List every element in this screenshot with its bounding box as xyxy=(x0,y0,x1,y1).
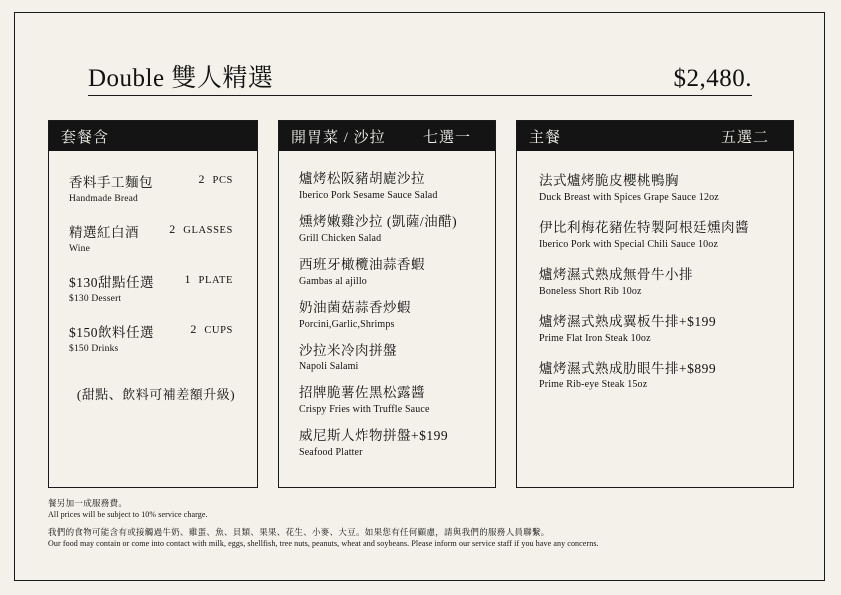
footnotes xyxy=(48,497,748,555)
set-item-list xyxy=(49,151,257,403)
set-item-qty-number: 2 xyxy=(190,322,197,336)
list-item xyxy=(69,221,243,254)
set-item-name-en: Wine xyxy=(69,244,90,254)
dish-name-en: Crispy Fries with Truffle Sauce xyxy=(299,404,430,416)
dish-name-en: Iberico Pork with Special Chili Sauce 10oz xyxy=(539,238,719,250)
dish-name-zh: 西班牙橄欖油蒜香蝦 xyxy=(299,256,425,272)
set-item-qty xyxy=(185,272,234,287)
dish-name-zh: 燻烤嫩雞沙拉 (凱薩/油醋) xyxy=(299,213,458,229)
set-item-qty xyxy=(190,322,233,337)
list-item xyxy=(539,220,779,250)
section-header-set xyxy=(49,121,257,151)
main-item-list xyxy=(517,151,793,390)
list-item xyxy=(299,343,481,373)
list-item xyxy=(299,257,481,287)
set-item-qty-unit: CUPS xyxy=(204,325,233,336)
set-item-name-zh: 精選紅白酒 xyxy=(69,225,139,240)
footnote-allergen-zh: 我們的食物可能含有或接觸過牛奶、雞蛋、魚、貝類、果果、花生、小麥、大豆。如果您有任何顧慮，請與我們的服務人員聯繫。 xyxy=(48,527,550,537)
list-item xyxy=(299,214,481,244)
list-item xyxy=(69,321,243,354)
section-header-appetizer xyxy=(279,121,495,151)
section-main-course xyxy=(516,120,794,488)
dish-name-zh: 爐烤松阪豬胡廘沙拉 xyxy=(299,171,425,186)
set-item-qty-number: 2 xyxy=(169,222,176,236)
list-item xyxy=(299,428,481,458)
dish-name-en: Gambas al ajillo xyxy=(299,275,367,287)
section-header-main xyxy=(517,121,793,151)
set-item-name-zh: $150飲料任選 xyxy=(69,325,154,340)
footnote-service-charge-zh: 餐另加一成服務費。 xyxy=(48,498,128,508)
list-item xyxy=(299,300,481,330)
dish-name-en: Seafood Platter xyxy=(299,447,363,459)
dish-name-en: Grill Chicken Salad xyxy=(299,232,382,244)
dish-name-en: Napoli Salami xyxy=(299,361,359,373)
list-item xyxy=(299,171,481,201)
section-set-includes xyxy=(48,120,258,488)
set-item-name-en: $130 Dessert xyxy=(69,294,122,304)
footnote-allergen-en: Our food may contain or come into contact with milk, eggs, shellfish, tree nuts, peanuts, wheat and soybeans. Please inform our service staff if you have any concerns. xyxy=(48,539,599,548)
list-item xyxy=(539,173,779,203)
set-item-qty-unit: GLASSES xyxy=(183,225,233,236)
dish-name-en: Boneless Short Rib 10oz xyxy=(539,285,642,297)
set-upgrade-note: (甜點、飲料可補差額升級) xyxy=(76,387,236,402)
set-item-name-en: Handmade Bread xyxy=(69,194,139,204)
set-item-qty-unit: PCS xyxy=(212,175,233,186)
set-item-name-zh: $130甜點任選 xyxy=(69,275,154,290)
dish-name-zh: 爐烤濕式熟成肋眼牛排+$899 xyxy=(539,360,717,376)
set-item-qty-unit: PLATE xyxy=(198,275,233,286)
set-item-qty xyxy=(199,172,233,187)
menu-columns xyxy=(48,120,794,488)
dish-name-en: Prime Flat Iron Steak 10oz xyxy=(539,332,651,344)
section-title-main: 主餐 xyxy=(529,129,562,146)
section-choice-appetizer: 七選一 xyxy=(422,129,471,146)
section-title-appetizer: 開胃菜 / 沙拉 xyxy=(291,129,386,146)
list-item xyxy=(69,171,243,204)
dish-name-zh: 威尼斯人炸物拼盤+$199 xyxy=(299,428,449,444)
set-item-qty-number: 1 xyxy=(184,272,191,286)
dish-name-zh: 伊比利梅花豬佐特製阿根廷燻肉醬 xyxy=(539,219,749,235)
dish-name-en: Porcini,Garlic,Shrimps xyxy=(299,318,395,330)
menu-header xyxy=(88,58,752,94)
dish-name-zh: 招牌脆薯佐黑松露醬 xyxy=(299,385,425,401)
list-item xyxy=(539,361,779,391)
list-item xyxy=(299,385,481,415)
dish-name-en: Iberico Pork Sesame Sauce Salad xyxy=(299,189,438,201)
section-title-set: 套餐含 xyxy=(61,129,110,146)
list-item xyxy=(539,267,779,297)
dish-name-zh: 爐烤濕式熟成翼板牛排+$199 xyxy=(539,313,717,329)
list-item xyxy=(539,314,779,344)
footnote-service-charge-en: All prices will be subject to 10% service charge. xyxy=(48,510,208,519)
set-item-qty xyxy=(169,222,233,237)
appetizer-item-list xyxy=(279,151,495,458)
set-item-qty-number: 2 xyxy=(198,172,205,186)
dish-name-en: Prime Rib-eye Steak 15oz xyxy=(539,379,648,391)
dish-name-zh: 沙拉米冷肉拼盤 xyxy=(299,342,397,358)
dish-name-en: Duck Breast with Spices Grape Sauce 12oz xyxy=(539,191,719,203)
section-choice-main: 五選二 xyxy=(720,129,769,146)
list-item xyxy=(69,271,243,304)
set-price: $2,480. xyxy=(673,65,752,92)
set-item-name-zh: 香料手工麵包 xyxy=(69,175,153,190)
header-divider xyxy=(88,95,752,96)
dish-name-zh: 法式爐烤脆皮櫻桃鴨胸 xyxy=(539,173,679,188)
dish-name-zh: 奶油菌菇蒜香炒蝦 xyxy=(299,299,411,315)
set-item-name-en: $150 Drinks xyxy=(69,344,119,354)
section-appetizer-salad xyxy=(278,120,496,488)
dish-name-zh: 爐烤濕式熟成無骨牛小排 xyxy=(539,266,693,282)
page-title: Double 雙人精選 xyxy=(88,65,274,92)
